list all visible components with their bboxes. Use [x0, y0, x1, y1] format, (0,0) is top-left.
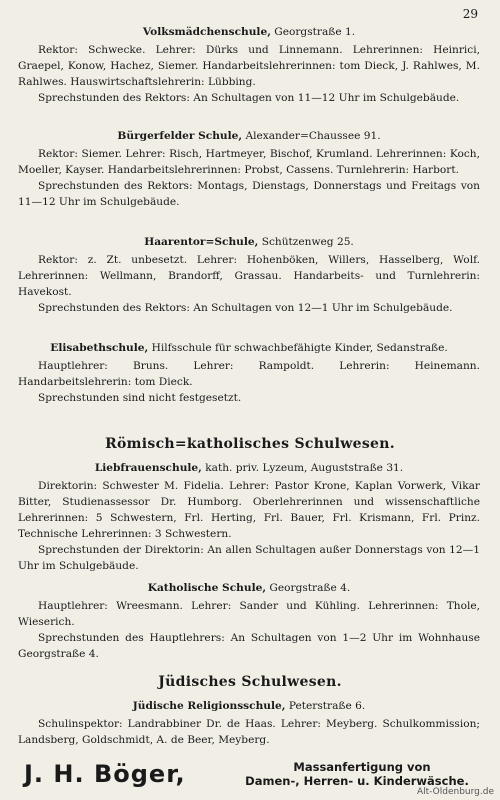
school-entry-juedische-religionsschule: [18, 698, 480, 748]
advertisement: [10, 760, 490, 788]
school-address: kath. priv. Lyzeum, Auguststraße 31.: [201, 462, 404, 474]
school-address: Schützenweg 25.: [258, 236, 354, 248]
staff-paragraph: Direktorin: Schwester M. Fidelia. Lehrer: Pastor Krone, Kaplan Vorwerk, Vikar Bitter, Studienassessor Dr. Humborg. Oberlehrerinnen und wissenschaftliche Lehrerinnen: 5 Schwestern, Frl. Herting, Frl. Bauer, Frl. Krismann, Frl. Prinz. Technische Lehrerinnen: 3 Schwestern.: [18, 480, 480, 540]
school-heading: [18, 128, 480, 144]
office-hours-paragraph: Sprechstunden des Rektors: An Schultagen von 12—1 Uhr im Schulgebäude.: [38, 302, 453, 314]
school-name: Liebfrauenschule,: [94, 462, 202, 474]
advertiser-name: J. H. Böger,: [24, 760, 186, 788]
office-hours-paragraph: Sprechstunden des Rektors: Montags, Dienstags, Donnerstags und Freitags von 11—12 Uhr im Schulgebäude.: [18, 180, 480, 208]
staff-paragraph: Rektor: Siemer. Lehrer: Risch, Hartmeyer, Bischof, Krumland. Lehrerinnen: Koch, Moeller, Kayser. Handarbeitslehrerinnen: Probst, Cassens. Turnlehrerin: Harbort.: [18, 148, 480, 176]
school-heading: [18, 580, 480, 596]
office-hours-paragraph: Sprechstunden des Hauptlehrers: An Schultagen von 1—2 Uhr im Wohnhause Georgstraße 4.: [18, 632, 480, 660]
school-address: Georgstraße 4.: [266, 582, 351, 594]
staff-paragraph: Rektor: z. Zt. unbesetzt. Lehrer: Hohenböken, Willers, Hasselberg, Wolf. Lehrerinnen: Wellmann, Brandorff, Grassau. Handarbeits- und Turnlehrerin: Havekost.: [18, 254, 480, 298]
watermark: Alt-Oldenburg.de: [416, 787, 494, 797]
school-name: Haarentor=Schule,: [144, 236, 259, 248]
page-number: 29: [462, 7, 478, 21]
staff-paragraph: Hauptlehrer: Wreesmann. Lehrer: Sander und Kühling. Lehrerinnen: Thole, Wieserich.: [18, 600, 480, 628]
section-heading-catholic: Römisch=katholisches Schulwesen.: [105, 436, 395, 452]
school-heading: [18, 24, 480, 40]
school-entry-haarentor-schule: [18, 234, 480, 316]
school-entry-katholische-schule: [18, 580, 480, 662]
school-address: Alexander=Chaussee 91.: [242, 130, 381, 142]
school-heading: [18, 340, 480, 356]
office-hours-paragraph: Sprechstunden des Rektors: An Schultagen von 11—12 Uhr im Schulgebäude.: [38, 92, 460, 104]
school-heading: [18, 698, 480, 714]
school-name: Jüdische Religionsschule,: [132, 700, 286, 712]
school-address: Peterstraße 6.: [285, 700, 366, 712]
school-name: Volksmädchenschule,: [142, 26, 271, 38]
school-name: Bürgerfelder Schule,: [117, 130, 243, 142]
office-hours-paragraph: Sprechstunden sind nicht festgesetzt.: [38, 392, 242, 404]
school-entry-liebfrauenschule: [18, 460, 480, 574]
office-hours-paragraph: Sprechstunden der Direktorin: An allen Schultagen außer Donnerstags von 12—1 Uhr im Schulgebäude.: [18, 544, 480, 572]
school-heading: [18, 460, 480, 476]
ad-tagline-1: Massanfertigung von: [293, 760, 431, 774]
school-name: Katholische Schule,: [147, 582, 267, 594]
staff-paragraph: Rektor: Schwecke. Lehrer: Dürks und Linnemann. Lehrerinnen: Heinrici, Graepel, Konow, Hachez, Siemer. Handarbeitslehrerinnen: tom Dieck, J. Rahlwes, M. Rahlwes. Hauswirtschaftslehrerin: Lübbing.: [18, 44, 480, 88]
section-heading-jewish: Jüdisches Schulwesen.: [158, 674, 342, 690]
school-entry-elisabethschule: [18, 340, 480, 406]
school-address: Hilfsschule für schwachbefähigte Kinder, Sedanstraße.: [148, 342, 448, 354]
staff-paragraph: Hauptlehrer: Bruns. Lehrer: Rampoldt. Lehrerin: Heinemann. Handarbeitslehrerin: tom Dieck.: [18, 360, 480, 388]
school-entry-volksmaedchenschule: [18, 24, 480, 106]
school-heading: [18, 234, 480, 250]
school-address: Georgstraße 1.: [270, 26, 356, 38]
ad-tagline-2: Damen-, Herren- u. Kinderwäsche.: [245, 774, 469, 788]
school-name: Elisabethschule,: [50, 342, 149, 354]
staff-paragraph: Schulinspektor: Landrabbiner Dr. de Haas. Lehrer: Meyberg. Schulkommission; Landsberg, Goldschmidt, A. de Beer, Meyberg.: [18, 718, 480, 746]
school-entry-buergerfelder-schule: [18, 128, 480, 210]
